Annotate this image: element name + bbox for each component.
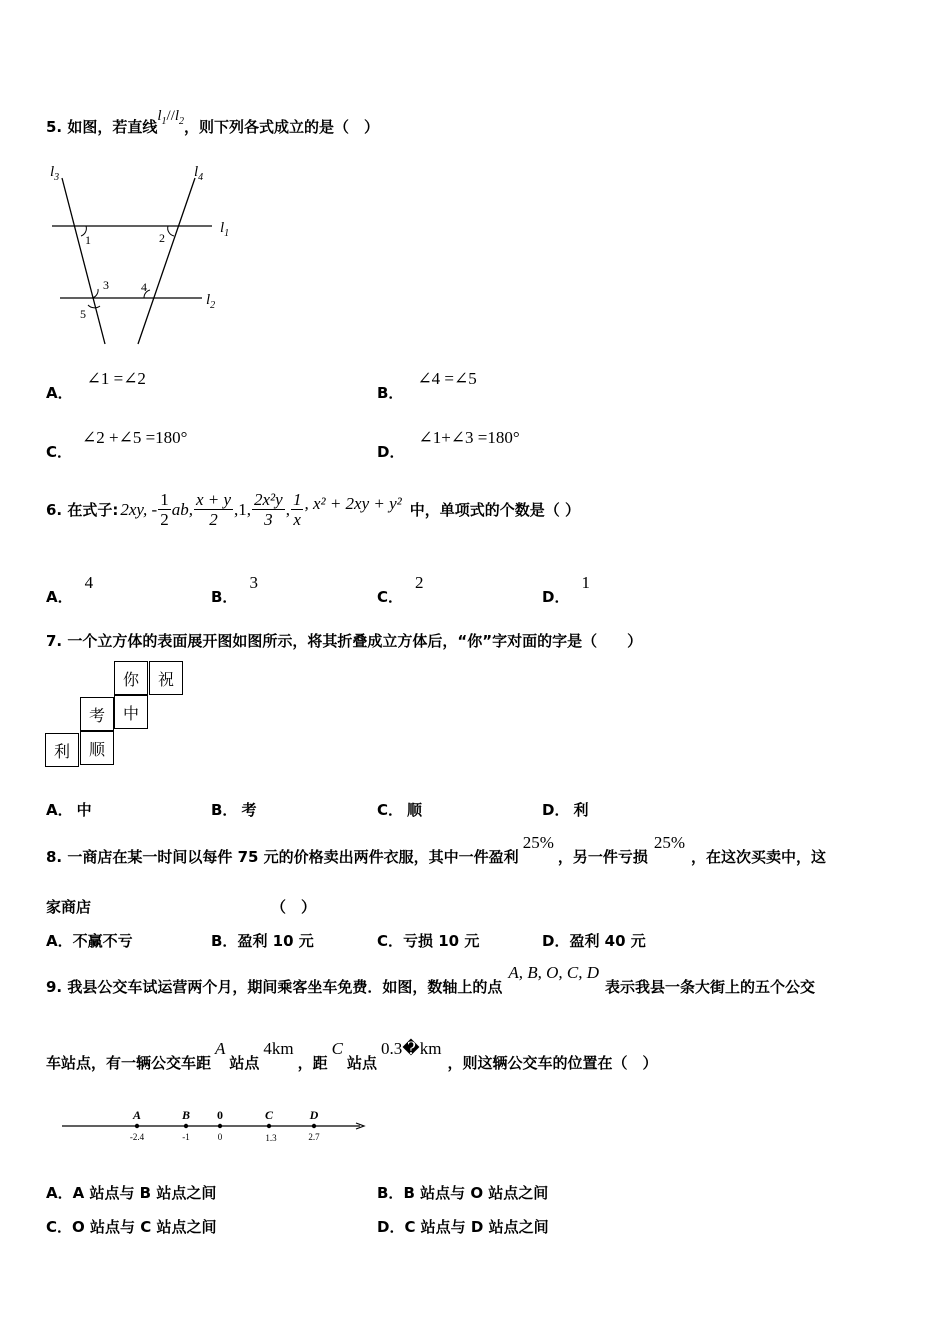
q9-option-a[interactable]: A．A 站点与 B 站点之间 — [46, 1184, 217, 1202]
q9-option-d[interactable]: D．C 站点与 D 站点之间 — [377, 1218, 549, 1236]
q5-condition: $l_1//l_2$ — [157, 108, 185, 127]
cube-cell: 顺 — [80, 731, 114, 765]
angle-5-label: 5 — [80, 307, 86, 321]
q6-option-d[interactable]: D．1 — [542, 573, 590, 606]
line-l4 — [138, 178, 195, 344]
angle-1-label: 1 — [85, 233, 91, 247]
q8-stem-line1: 8. 一商店在某一时间以每件 75 元的价格卖出两件衣服，其中一件盈利25%，另一件亏损25%，在这次买卖中，这 — [46, 833, 827, 866]
q8-stem-line2: 家商店 （ ） — [46, 898, 317, 916]
q7-option-c[interactable]: C． 顺 — [377, 801, 423, 819]
svg-text:1.3: 1.3 — [265, 1133, 277, 1143]
svg-text:2.7: 2.7 — [308, 1132, 320, 1142]
q5-suffix: ，则下列各式成立的是（ ） — [184, 118, 380, 136]
q7-stem: 7. 一个立方体的表面展开图如图所示，将其折叠成立方体后，“你”字对面的字是（ ） — [46, 632, 643, 650]
cube-cell: 考 — [80, 697, 114, 731]
svg-text:D: D — [309, 1108, 319, 1122]
label-l1: $l_1$ — [220, 220, 230, 239]
q8-option-a[interactable]: A．不赢不亏 — [46, 932, 133, 950]
axis-point-o — [217, 1108, 223, 1142]
q5-option-a[interactable]: A．∠1 =∠2 — [46, 369, 146, 402]
q5-stem — [46, 108, 379, 138]
svg-text:A: A — [132, 1108, 142, 1122]
q8-option-b[interactable]: B．盈利 10 元 — [211, 932, 314, 950]
svg-text:0: 0 — [217, 1132, 223, 1142]
svg-text:-1: -1 — [182, 1132, 190, 1142]
q7-option-a[interactable]: A． 中 — [46, 801, 92, 819]
label-l2: $l_2$ — [206, 292, 216, 311]
q9-option-c[interactable]: C．O 站点与 C 站点之间 — [46, 1218, 217, 1236]
label-l3: $l_3$ — [50, 164, 60, 183]
number-line — [60, 1104, 370, 1148]
fraction-2: $\frac{x + y}{2}$ — [195, 490, 231, 529]
svg-text:-2.4: -2.4 — [129, 1132, 145, 1142]
cube-cell: 你 — [114, 661, 148, 695]
label-l4: $l_4$ — [194, 164, 204, 183]
svg-text:0: 0 — [217, 1108, 223, 1122]
fraction-3: $\frac{\text{2x²y}}{3}$ — [254, 490, 283, 529]
q8-option-c[interactable]: C．亏损 10 元 — [377, 932, 480, 950]
svg-text:B: B — [181, 1108, 191, 1122]
q9-option-b[interactable]: B．B 站点与 O 站点之间 — [377, 1184, 549, 1202]
axis-point-d — [308, 1108, 320, 1142]
q5-option-b[interactable]: B．∠4 =∠5 — [377, 369, 477, 402]
fraction-4: $\frac{1}{x}$ — [292, 490, 302, 529]
axis-point-b — [181, 1108, 190, 1142]
q6-stem: 6. 在式子: 2xy, - $\frac{1}{2}$ ab, $\frac{x + y}{2}$ ,1, $\frac{\text{2x²y}}{3}$ , $\frac{1}{x}$ , x² + 2xy + y² 中，单项式的个数是（ ） — [46, 490, 580, 529]
angle-4-label: 4 — [141, 280, 147, 294]
cube-cell: 利 — [45, 733, 79, 767]
q5-option-c[interactable]: C．∠2 +∠5 =180° — [46, 428, 188, 461]
q7-option-b[interactable]: B． 考 — [211, 801, 257, 819]
angle-2-label: 2 — [159, 231, 165, 245]
q6-option-b[interactable]: B．3 — [211, 573, 258, 606]
cube-cell: 祝 — [149, 661, 183, 695]
axis-point-a — [130, 1108, 145, 1142]
q7-option-d[interactable]: D． 利 — [542, 801, 589, 819]
q6-option-a[interactable]: A．4 — [46, 573, 94, 606]
svg-text:C: C — [264, 1108, 274, 1122]
q5-prefix: 5. 如图，若直线 — [46, 118, 158, 136]
q8-option-d[interactable]: D．盈利 40 元 — [542, 932, 646, 950]
fraction-1: $\frac{1}{2}$ — [160, 490, 169, 529]
angle-3-label: 3 — [103, 278, 109, 292]
q9-stem-line2: 车站点，有一辆公交车距A站点4km，距C站点0.3�km，则这辆公交车的位置在（ ） — [46, 1039, 658, 1072]
q5-figure — [40, 158, 250, 348]
q6-option-c[interactable]: C．2 — [377, 573, 424, 606]
q5-option-d[interactable]: D．∠1+∠3 =180° — [377, 428, 520, 461]
q9-stem-line1: 9. 我县公交车试运营两个月，期间乘客坐车免费．如图，数轴上的点A, B, O, C, D表示我县一条大街上的五个公交 — [46, 963, 816, 996]
cube-net — [45, 661, 190, 771]
cube-cell: 中 — [114, 695, 148, 729]
